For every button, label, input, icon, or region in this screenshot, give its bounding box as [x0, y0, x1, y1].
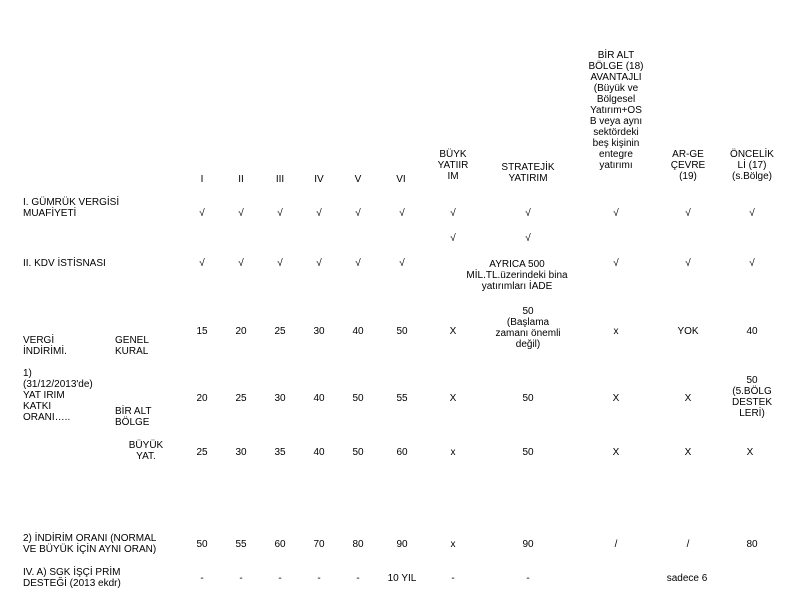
cell-indirim-stratejik: 90 — [522, 539, 534, 550]
cell-indirim-1: 50 — [196, 539, 208, 550]
cell-genel-bir-alt: x — [613, 326, 619, 337]
cell-genel-4: 30 — [313, 326, 325, 337]
row-label-yatirim-katki: 1) (31/12/2013'de) YAT IRIM KATKI ORANI….. — [23, 368, 93, 423]
cell-buyuk-oncelikli: X — [746, 447, 754, 458]
cell-biralt-bir-alt: X — [612, 393, 620, 404]
cell-biralt-3: 30 — [274, 393, 286, 404]
cell-genel-arge: YOK — [677, 326, 699, 337]
cell-indirim-2: 55 — [235, 539, 247, 550]
cell-biralt-1: 20 — [196, 393, 208, 404]
cell-kdv-2: √ — [238, 258, 244, 269]
cell-gumruk-4: √ — [316, 208, 322, 219]
row-sublabel-genel-kural: GENEL KURAL — [115, 335, 149, 357]
cell-gumruk-2: √ — [238, 208, 244, 219]
cell-kdv-6: √ — [399, 258, 405, 269]
cell-sgk-buyuk: - — [451, 573, 455, 584]
cell-genel-5: 40 — [352, 326, 364, 337]
cell-buyuk-3: 35 — [274, 447, 286, 458]
cell-gumruk-5: √ — [355, 208, 361, 219]
cell-gumruk-buyuk-sub: √ — [450, 233, 456, 244]
cell-sgk-2: - — [239, 573, 243, 584]
cell-sgk-1: - — [200, 573, 204, 584]
row-label-gumruk: I. GÜMRÜK VERGİSİ MUAFİYETİ — [23, 197, 120, 219]
col-header-1: I — [200, 174, 204, 185]
cell-gumruk-buyuk: √ — [450, 208, 456, 219]
row-sublabel-bir-alt-bolge: BİR ALT BÖLGE — [115, 406, 152, 428]
cell-kdv-4: √ — [316, 258, 322, 269]
cell-genel-stratejik: 50 (Başlama zamanı önemli değil) — [495, 306, 561, 350]
cell-buyuk-4: 40 — [313, 447, 325, 458]
cell-sgk-4: - — [317, 573, 321, 584]
cell-gumruk-oncelikli: √ — [749, 208, 755, 219]
col-header-4: IV — [314, 174, 324, 185]
cell-buyuk-6: 60 — [396, 447, 408, 458]
cell-buyuk-2: 30 — [235, 447, 247, 458]
cell-buyuk-5: 50 — [352, 447, 364, 458]
cell-indirim-6: 90 — [396, 539, 408, 550]
cell-gumruk-bir-alt: √ — [613, 208, 619, 219]
cell-buyuk-bir-alt: X — [612, 447, 620, 458]
cell-sgk-5: - — [356, 573, 360, 584]
col-header-5: V — [354, 174, 362, 185]
col-header-oncelikli: ÖNCELİK Lİ (17) (s.Bölge) — [730, 149, 774, 182]
col-header-arge: AR-GE ÇEVRE (19) — [670, 149, 706, 182]
cell-sgk-stratejik: - — [526, 573, 530, 584]
cell-biralt-oncelikli: 50 (5.BÖLG DESTEK LERİ) — [731, 375, 772, 419]
cell-biralt-2: 25 — [235, 393, 247, 404]
cell-indirim-3: 60 — [274, 539, 286, 550]
cell-genel-1: 15 — [196, 326, 208, 337]
cell-indirim-buyuk: x — [450, 539, 456, 550]
cell-sgk-3: - — [278, 573, 282, 584]
cell-indirim-bir-alt: / — [614, 539, 618, 550]
col-header-stratejik: STRATEJİK YATIRIM — [501, 162, 555, 184]
cell-buyuk-arge: X — [684, 447, 692, 458]
cell-biralt-5: 50 — [352, 393, 364, 404]
cell-kdv-1: √ — [199, 258, 205, 269]
cell-biralt-buyuk: X — [449, 393, 457, 404]
cell-kdv-arge: √ — [685, 258, 691, 269]
col-header-buyuk: BÜYK YATIIR IM — [437, 149, 469, 182]
cell-biralt-4: 40 — [313, 393, 325, 404]
cell-indirim-oncelikli: 80 — [746, 539, 758, 550]
cell-biralt-6: 55 — [396, 393, 408, 404]
cell-genel-2: 20 — [235, 326, 247, 337]
cell-sgk-6: 10 YIL — [387, 573, 417, 584]
col-header-bir-alt: BİR ALT BÖLGE (18) AVANTAJLI (Büyük ve Bölgesel Yatırım+OS B veya aynı sektördeki beş kişinin entegre yatırımı — [588, 50, 644, 171]
cell-genel-3: 25 — [274, 326, 286, 337]
cell-buyuk-buyuk: x — [450, 447, 456, 458]
cell-kdv-note: AYRICA 500 MİL.TL.üzerindeki bina yatırımları İADE — [466, 259, 568, 292]
col-header-6: VI — [396, 174, 406, 185]
cell-kdv-3: √ — [277, 258, 283, 269]
cell-buyuk-stratejik: 50 — [522, 447, 534, 458]
cell-gumruk-stratejik: √ — [525, 208, 531, 219]
cell-gumruk-1: √ — [199, 208, 205, 219]
cell-indirim-arge: / — [686, 539, 690, 550]
col-header-2: II — [238, 174, 244, 185]
cell-genel-oncelikli: 40 — [746, 326, 758, 337]
cell-buyuk-1: 25 — [196, 447, 208, 458]
cell-gumruk-3: √ — [277, 208, 283, 219]
cell-gumruk-stratejik-sub: √ — [525, 233, 531, 244]
row-label-sgk: IV. A) SGK İŞÇİ PRİM DESTEĞİ (2013 ekdr) — [23, 567, 121, 589]
cell-kdv-oncelikli: √ — [749, 258, 755, 269]
cell-gumruk-arge: √ — [685, 208, 691, 219]
row-label-vergi-indirimi: VERGİ İNDİRİMİ. — [23, 335, 67, 357]
col-header-3: III — [275, 174, 285, 185]
cell-gumruk-6: √ — [399, 208, 405, 219]
row-sublabel-buyuk-yat: BÜYÜK YAT. — [128, 440, 164, 462]
cell-genel-6: 50 — [396, 326, 408, 337]
cell-kdv-bir-alt: √ — [613, 258, 619, 269]
cell-genel-buyuk: X — [449, 326, 457, 337]
cell-biralt-stratejik: 50 — [522, 393, 534, 404]
row-label-indirim-orani: 2) İNDİRİM ORANI (NORMAL VE BÜYÜK İÇİN AYNI ORAN) — [23, 533, 157, 555]
cell-indirim-5: 80 — [352, 539, 364, 550]
cell-biralt-arge: X — [684, 393, 692, 404]
cell-kdv-5: √ — [355, 258, 361, 269]
cell-indirim-4: 70 — [313, 539, 325, 550]
row-label-kdv: II. KDV İSTİSNASI — [23, 258, 106, 269]
cell-sgk-arge: sadece 6 — [666, 573, 708, 584]
